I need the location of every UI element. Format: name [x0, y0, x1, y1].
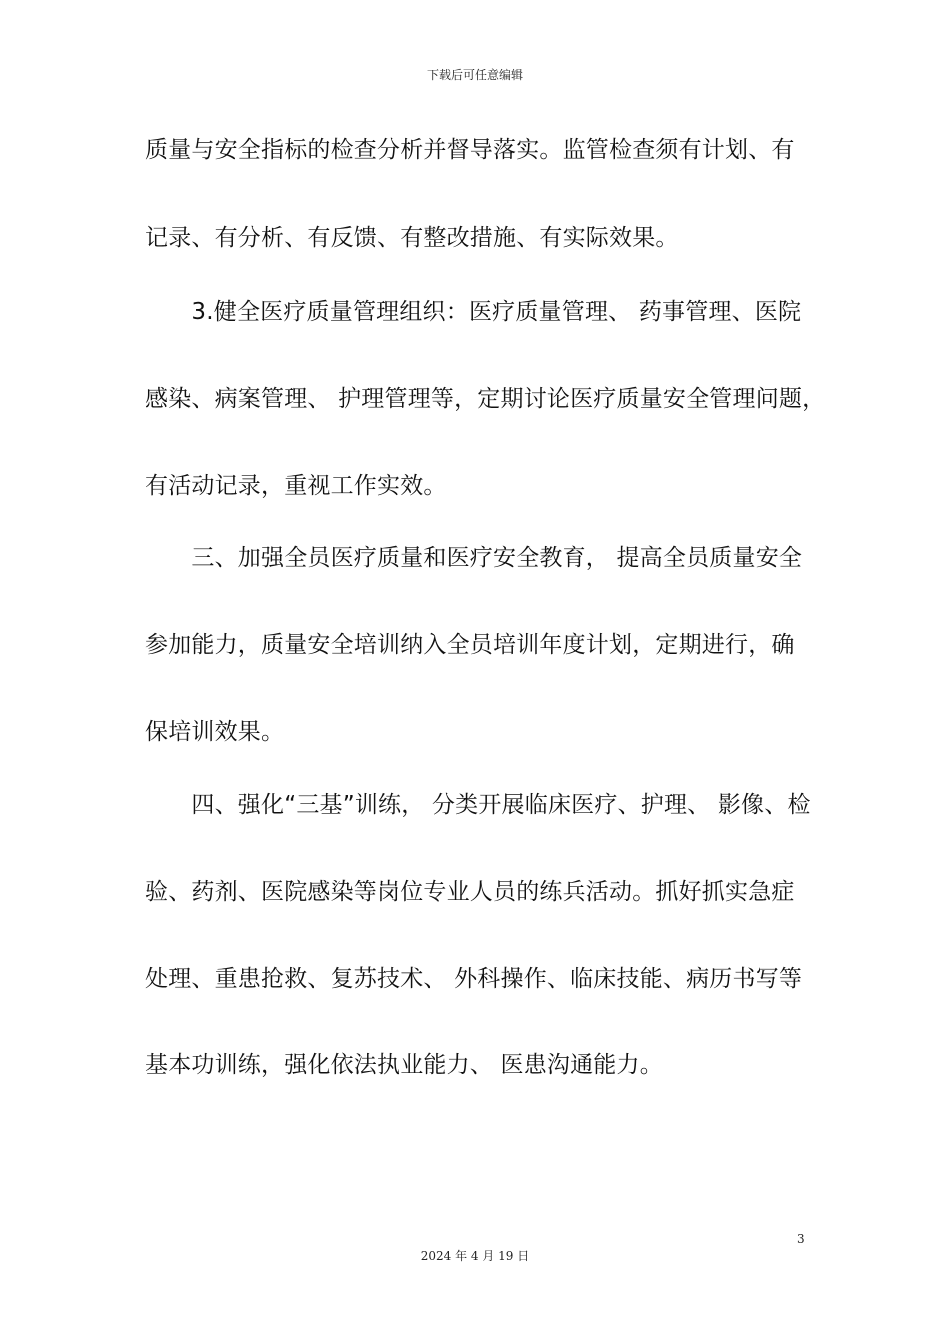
text-line: 基本功训练，强化依法执业能力、 医患沟通能力。	[145, 1052, 663, 1078]
text-line: 验、药剂、医院感染等岗位专业人员的练兵活动。抓好抓实急症	[145, 879, 795, 905]
text-line: 3.健全医疗质量管理组织：医疗质量管理、 药事管理、医院	[145, 299, 802, 325]
text-line: 四、强化“三基”训练， 分类开展临床医疗、护理、 影像、检	[145, 792, 811, 818]
text-line: 感染、病案管理、 护理管理等，定期讨论医疗质量安全管理问题，	[145, 386, 826, 412]
text-line: 三、加强全员医疗质量和医疗安全教育， 提高全员质量安全	[145, 545, 803, 571]
text-line: 处理、重患抢救、复苏技术、 外科操作、临床技能、病历书写等	[145, 966, 803, 992]
page-footer-date: 2024 年 4 月 19 日	[420, 1249, 530, 1263]
page-header: 下载后可任意编辑	[426, 68, 523, 82]
text-line: 有活动记录，重视工作实效。	[145, 473, 447, 499]
page-number: 3	[797, 1232, 805, 1246]
text-line: 参加能力，质量安全培训纳入全员培训年度计划，定期进行，确	[145, 632, 795, 658]
text-line: 保培训效果。	[145, 719, 285, 745]
text-line: 质量与安全指标的检查分析并督导落实。监管检查须有计划、有	[145, 137, 795, 163]
text-line: 记录、有分析、有反馈、有整改措施、有实际效果。	[145, 225, 679, 251]
